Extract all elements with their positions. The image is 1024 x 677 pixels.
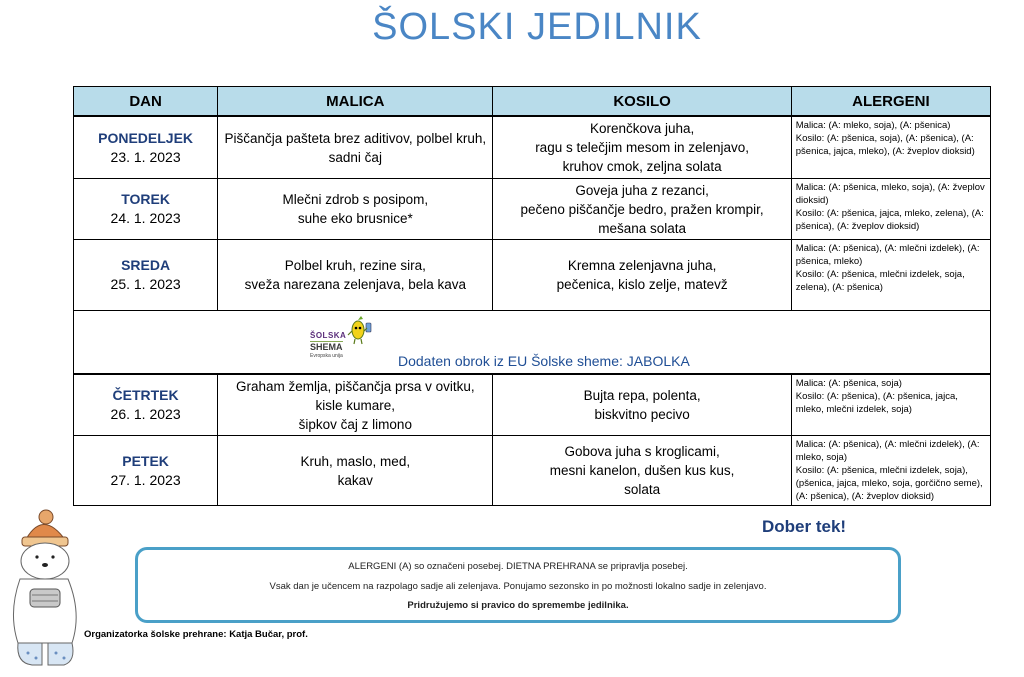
day-name: ČETRTEK [112,387,179,403]
organizer-note: Organizatorka šolske prehrane: Katja Bučar, prof. [84,629,308,640]
alergeni-cell [791,436,990,506]
kosilo-cell: Bujta repa, polenta, biskvitno pecivo [493,374,791,436]
day-cell [74,436,218,506]
kosilo-cell: Korenčkova juha, ragu s telečjim mesom in zelenjavo, kruhov cmok, zeljna solata [493,116,791,179]
malica-cell: Kruh, maslo, med, kakav [218,436,493,506]
page-title: ŠOLSKI JEDILNIK [372,6,702,48]
solska-shema-logo [310,315,376,359]
day-date: 24. 1. 2023 [110,210,181,226]
dober-tek-text: Dober tek! [762,517,847,536]
kosilo-cell: Gobova juha s kroglicami, mesni kanelon, dušen kus kus, solata [493,436,791,506]
table-row [74,116,991,179]
malica-cell: Graham žemlja, piščančja prsa v ovitku, kisle kumare, šipkov čaj z limono [218,374,493,436]
table-row [74,436,991,506]
table-row [74,374,991,436]
day-name: SREDA [121,257,171,273]
shema-row [74,311,991,375]
table-row [74,179,991,240]
header-malica: MALICA [218,87,493,117]
alergeni-cell [791,374,990,436]
day-name: PETEK [122,452,169,469]
header-dan: DAN [74,87,218,117]
day-date: 23. 1. 2023 [110,148,181,165]
alergeni-cell [791,116,990,179]
notice-box [135,547,901,623]
day-name: PONEDELJEK [98,129,194,146]
polar-bear-illustration [2,493,84,673]
malica-cell: Mlečni zdrob s posipom, suhe eko brusnice* [218,179,493,240]
header-alergeni: ALERGENI [791,87,990,117]
malica-cell: Polbel kruh, rezine sira, sveža narezana zelenjava, bela kava [218,240,493,311]
alergeni-kosilo: Kosilo: (A: pšenica, jajca, mleko, zelena), (A: pšenica), (A: žveplov dioksid) [795,208,984,232]
day-cell [74,116,218,179]
fruit-mascot-icon [346,315,374,345]
table-header-row [74,87,991,117]
day-name: TOREK [121,191,170,207]
day-cell [74,240,218,311]
notice-line-allergens: ALERGENI (A) so označeni posebej. DIETNA PREHRANA se pripravlja posebej. [348,561,688,572]
menu-table [73,86,991,506]
logo-text-eu: Evropska unija [310,353,343,359]
shema-note: Dodaten obrok iz EU Šolske sheme: JABOLKA [398,353,690,369]
day-date: 25. 1. 2023 [110,276,181,292]
header-kosilo: KOSILO [493,87,791,117]
alergeni-kosilo: Kosilo: (A: pšenica, soja), (A: pšenica), (A: pšenica, jajca, mleko), (A: žveplov dioksid) [795,133,975,157]
day-cell [74,179,218,240]
alergeni-kosilo: Kosilo: (A: pšenica), (A: pšenica, jajca, mleko, mlečni izdelek, soja) [795,391,958,415]
alergeni-malica: Malica: (A: pšenica, soja) [795,378,902,389]
alergeni-cell [791,240,990,311]
notice-line-fruit: Vsak dan je učencem na razpolago sadje ali zelenjava. Ponujamo sezonsko in po možnosti lokalno sadje in zelenjavo. [269,581,767,592]
day-cell [74,374,218,436]
alergeni-kosilo: Kosilo: (A: pšenica, mlečni izdelek, soja, zelena), (A: pšenica) [795,269,965,293]
logo-text-shema: SHEMA [310,342,343,352]
logo-text-solska: ŠOLSKA [310,331,347,340]
alergeni-malica: Malica: (A: mleko, soja), (A: pšenica) [795,120,951,131]
alergeni-cell [791,179,990,240]
alergeni-malica: Malica: (A: pšenica), (A: mlečni izdelek), (A: mleko, soja) [795,439,980,463]
malica-cell: Piščančja pašteta brez aditivov, polbel kruh, sadni čaj [218,116,493,179]
day-date: 27. 1. 2023 [110,471,181,488]
table-row [74,240,991,311]
shema-cell [74,311,991,375]
kosilo-cell: Goveja juha z rezanci, pečeno piščančje bedro, pražen krompir, mešana solata [493,179,791,240]
alergeni-malica: Malica: (A: pšenica, mleko, soja), (A: žveplov dioksid) [795,182,985,206]
alergeni-kosilo: Kosilo: (A: pšenica, mlečni izdelek, soja), (pšenica, jajca, mleko, soja, gorčično seme), (A: pšenica), (A: žveplov dioksid) [795,465,983,502]
kosilo-cell: Kremna zelenjavna juha, pečenica, kislo zelje, matevž [493,240,791,311]
alergeni-malica: Malica: (A: pšenica), (A: mlečni izdelek), (A: pšenica, mleko) [795,243,980,267]
day-date: 26. 1. 2023 [110,406,181,422]
notice-line-changes: Pridružujemo si pravico do spremembe jedilnika. [407,600,629,611]
